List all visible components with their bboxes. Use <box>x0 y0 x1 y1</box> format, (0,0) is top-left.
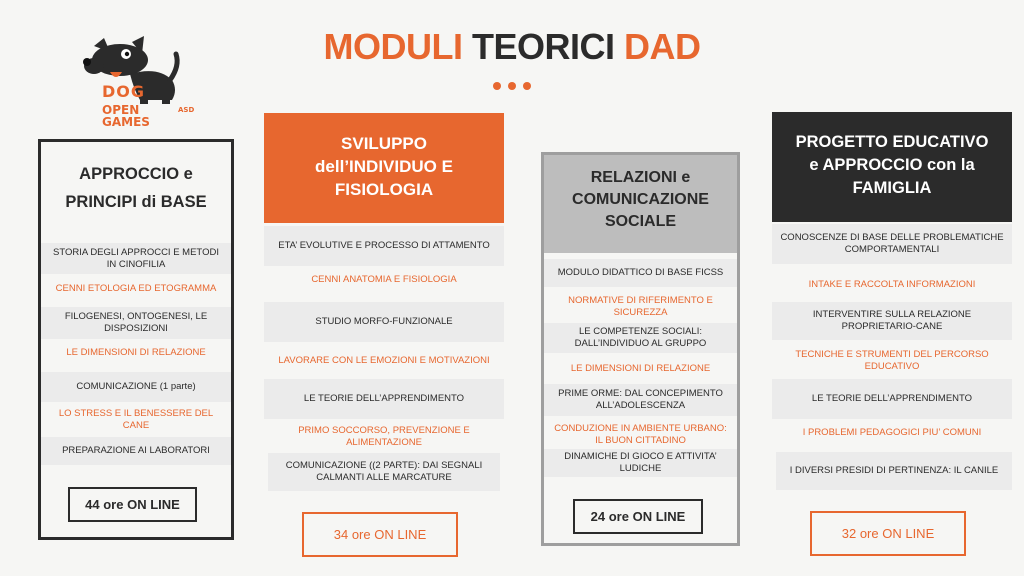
column-relazioni-hours: 24 ore ON LINE <box>573 499 703 534</box>
list-item: PRIME ORME: DAL CONCEPIMENTO ALL’ADOLESCENZA <box>544 384 737 416</box>
title-dots <box>0 82 1024 90</box>
list-item: I PROBLEMI PEDAGOGICI PIU’ COMUNI <box>802 427 982 438</box>
list-item: TECNICHE E STRUMENTI DEL PERCORSO EDUCATIVO <box>795 349 989 372</box>
header-line: COMUNICAZIONE <box>572 191 709 208</box>
column-sviluppo-header <box>264 132 504 201</box>
list-item: INTAKE E RACCOLTA INFORMAZIONI <box>808 279 976 290</box>
list-item: NORMATIVE DI RIFERIMENTO E SICUREZZA <box>568 295 713 318</box>
list-item: LE DIMENSIONI DI RELAZIONE <box>570 363 711 374</box>
list-item: CONOSCENZE DI BASE DELLE PROBLEMATICHE COMPORTAMENTALI <box>772 224 1012 264</box>
column-relazioni-header <box>544 167 737 233</box>
list-item: COMUNICAZIONE ((2 PARTE): DAI SEGNALI CALMANTI ALLE MARCATURE <box>268 453 500 491</box>
list-item: LE DIMENSIONI DI RELAZIONE <box>66 347 206 358</box>
dot <box>493 82 501 90</box>
list-item: CENNI ANATOMIA E FISIOLOGIA <box>311 274 457 285</box>
header-line: PRINCIPI di BASE <box>65 193 207 211</box>
list-item: ETA’ EVOLUTIVE E PROCESSO DI ATTAMENTO <box>264 226 504 266</box>
list-item: LAVORARE CON LE EMOZIONI E MOTIVAZIONI <box>278 355 490 366</box>
list-item: MODULO DIDATTICO DI BASE FICSS <box>544 259 737 287</box>
column-approccio-hours: 44 ore ON LINE <box>68 487 197 522</box>
header-line: FAMIGLIA <box>852 179 932 197</box>
list-item: FILOGENESI, ONTOGENESI, LE DISPOSIZIONI <box>41 307 231 339</box>
list-item: LE TEORIE DELL’APPRENDIMENTO <box>264 379 504 419</box>
list-item: COMUNICAZIONE (1 parte) <box>41 372 231 402</box>
list-item: DINAMICHE DI GIOCO E ATTIVITA’ LUDICHE <box>544 449 737 477</box>
title-part-teorici: TEORICI <box>471 26 615 67</box>
logo-text-dog: DOG <box>102 82 146 101</box>
header-line: e APPROCCIO con la <box>809 156 975 174</box>
list-item: PREPARAZIONE AI LABORATORI <box>41 437 231 465</box>
header-line: RELAZIONI e <box>590 169 691 186</box>
list-item: LO STRESS E IL BENESSERE DEL CANE <box>58 408 214 431</box>
list-item: LE COMPETENZE SOCIALI: DALL’INDIVIDUO AL GRUPPO <box>544 323 737 353</box>
header-line: dell’INDIVIDUO E <box>315 157 453 176</box>
logo-text-open-games: OPEN GAMES <box>102 103 150 129</box>
header-line: APPROCCIO e <box>79 165 193 183</box>
column-progetto-hours: 32 ore ON LINE <box>810 511 966 556</box>
logo-text-asd: ASD <box>178 106 195 114</box>
header-line: PROGETTO EDUCATIVO <box>795 133 989 151</box>
dot <box>523 82 531 90</box>
header-line: FISIOLOGIA <box>334 180 434 199</box>
column-approccio-header <box>48 160 224 216</box>
column-progetto-header <box>772 131 1012 200</box>
list-item: STORIA DEGLI APPROCCI E METODI IN CINOFILIA <box>41 243 231 274</box>
header-line: SOCIALE <box>604 213 677 230</box>
list-item: STUDIO MORFO-FUNZIONALE <box>264 302 504 342</box>
column-sviluppo-hours: 34 ore ON LINE <box>302 512 458 557</box>
title-part-moduli: MODULI <box>323 26 472 67</box>
list-item: PRIMO SOCCORSO, PREVENZIONE E ALIMENTAZIONE <box>298 425 470 448</box>
page-title <box>0 26 1024 68</box>
dot <box>508 82 516 90</box>
header-line: SVILUPPO <box>341 134 427 153</box>
list-item: I DIVERSI PRESIDI DI PERTINENZA: IL CANILE <box>776 452 1012 490</box>
list-item: CENNI ETOLOGIA ED ETOGRAMMA <box>55 283 217 294</box>
list-item: LE TEORIE DELL’APPRENDIMENTO <box>772 379 1012 419</box>
list-item: CONDUZIONE IN AMBIENTE URBANO: IL BUON CITTADINO <box>554 423 727 446</box>
title-part-dad: DAD <box>614 26 701 67</box>
list-item: INTERVENTIRE SULLA RELAZIONE PROPRIETARIO-CANE <box>772 302 1012 340</box>
